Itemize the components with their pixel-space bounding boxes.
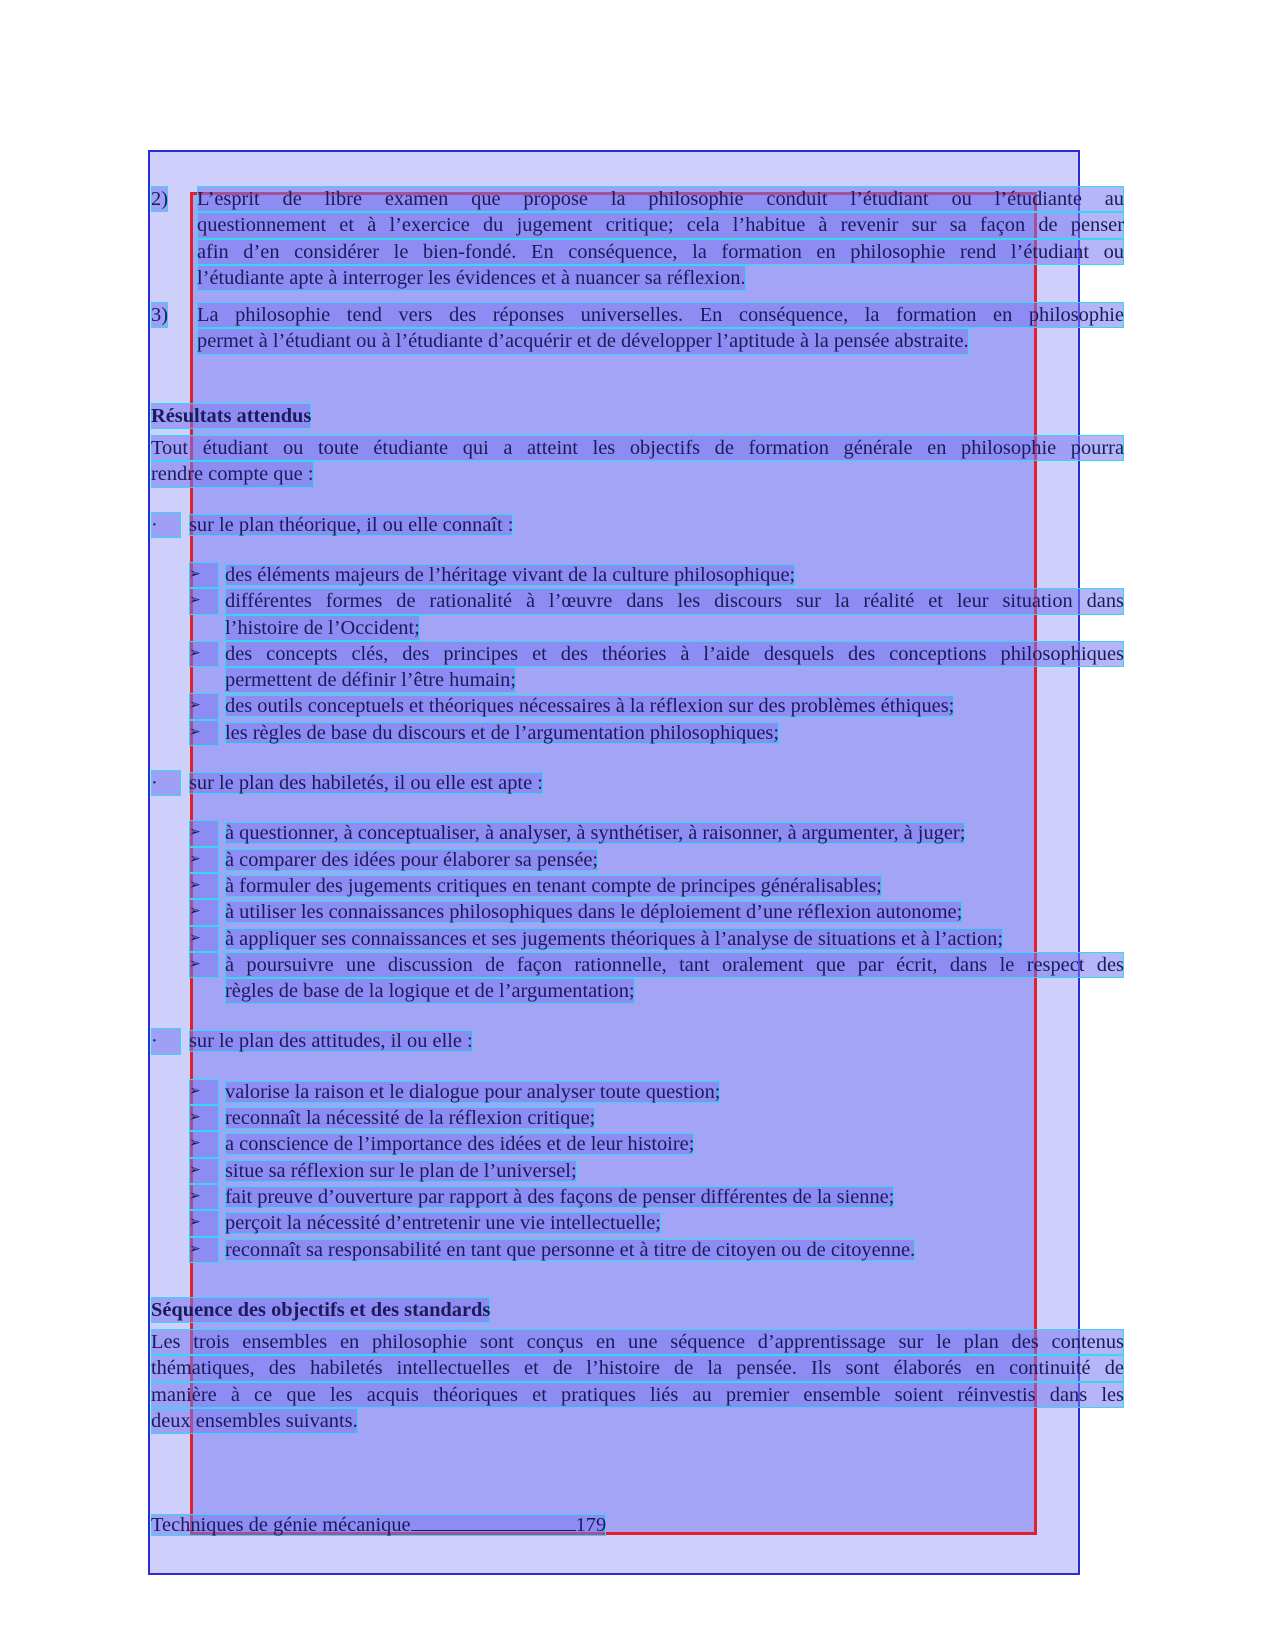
paragraph-line: rendre compte que : xyxy=(151,461,314,487)
footer-program-name: Techniques de génie mécanique xyxy=(151,1514,411,1536)
sub-bullet-item xyxy=(151,1237,1124,1263)
sub-bullet-item xyxy=(151,1184,1124,1210)
sub-bullet-text: à poursuivre une discussion de façon rationnelle, tant oralement que par écrit, dans le respect des xyxy=(225,952,1124,978)
sub-bullet-item xyxy=(151,1105,1124,1131)
bullet-group-attitudes xyxy=(151,1028,1124,1054)
paragraph-line: permet à l’étudiant ou à l’étudiante d’acquérir et de développer l’aptitude à la pensée abstraite. xyxy=(197,328,969,354)
paragraph-line: Tout étudiant ou toute étudiante qui a atteint les objectifs de formation générale en philosophie pourra xyxy=(151,435,1124,461)
sub-bullet-text: règles de base de la logique et de l’argumentation; xyxy=(225,978,635,1004)
bullet-marker: · xyxy=(151,512,181,538)
sub-bullet-item xyxy=(151,899,1124,925)
bullet-label: sur le plan des attitudes, il ou elle : xyxy=(189,1030,473,1053)
arrow-bullet-icon: ➢ xyxy=(189,873,219,899)
sub-bullet-text: des concepts clés, des principes et des théories à l’aide desquels des conceptions philosophiques xyxy=(225,641,1124,667)
arrow-bullet-icon: ➢ xyxy=(189,1105,219,1131)
sub-bullet-item xyxy=(151,562,1124,588)
arrow-bullet-icon: ➢ xyxy=(189,952,219,978)
sub-bullet-item xyxy=(151,1158,1124,1184)
section-heading-sequence: Séquence des objectifs et des standards xyxy=(151,1297,490,1323)
sub-bullet-item xyxy=(151,1210,1124,1236)
arrow-bullet-icon: ➢ xyxy=(189,693,219,719)
sub-bullet-text: à utiliser les connaissances philosophiques dans le déploiement d’une réflexion autonome; xyxy=(225,901,963,924)
bullet-group-theory xyxy=(151,512,1124,538)
bullet-group-skills xyxy=(151,770,1124,796)
sub-bullet-item xyxy=(151,588,1124,641)
footer-page-number: 179 xyxy=(575,1514,607,1536)
arrow-bullet-icon: ➢ xyxy=(189,1237,219,1263)
arrow-bullet-icon: ➢ xyxy=(189,1210,219,1236)
paragraph-line: Les trois ensembles en philosophie sont conçus en une séquence d’apprentissage sur le plan des contenus xyxy=(151,1329,1124,1355)
paragraph-line: l’étudiante apte à interroger les évidences et à nuancer sa réflexion. xyxy=(197,265,746,291)
arrow-bullet-icon: ➢ xyxy=(189,588,219,614)
sub-bullet-text: situe sa réflexion sur le plan de l’universel; xyxy=(225,1159,577,1182)
results-intro xyxy=(151,435,1124,488)
arrow-bullet-icon: ➢ xyxy=(189,720,219,746)
paragraph-line: deux ensembles suivants. xyxy=(151,1408,358,1434)
paragraph-line: questionnement et à l’exercice du jugement critique; cela l’habitue à revenir sur sa façon de penser xyxy=(197,212,1124,238)
paragraph-line: afin d’en considérer le bien-fondé. En conséquence, la formation en philosophie rend l’étudiant ou xyxy=(197,239,1124,265)
sub-bullet-text: à formuler des jugements critiques en tenant compte de principes généralisables; xyxy=(225,874,882,897)
numbered-paragraph xyxy=(151,302,1124,355)
sub-bullet-item xyxy=(151,873,1124,899)
sub-bullet-item xyxy=(151,847,1124,873)
sub-bullet-item xyxy=(151,926,1124,952)
sub-bullet-text: différentes formes de rationalité à l’œuvre dans les discours sur la réalité et leur situation dans xyxy=(225,588,1124,614)
bullet-marker: · xyxy=(151,1028,181,1054)
bullet-marker: · xyxy=(151,770,181,796)
sub-bullet-item xyxy=(151,720,1124,746)
sub-bullet-text: perçoit la nécessité d’entretenir une vie intellectuelle; xyxy=(225,1212,661,1235)
paragraph-number: 3) xyxy=(151,302,168,328)
paragraph-line: thématiques, des habiletés intellectuelles et de l’histoire de la pensée. Ils sont élaborés en continuité de xyxy=(151,1355,1124,1381)
sub-bullet-text: permettent de définir l’être humain; xyxy=(225,667,516,693)
bullet-label: sur le plan théorique, il ou elle connaît : xyxy=(189,513,514,536)
sub-bullet-text: fait preuve d’ouverture par rapport à des façons de penser différentes de la sienne; xyxy=(225,1185,895,1208)
arrow-bullet-icon: ➢ xyxy=(189,1158,219,1184)
page-footer xyxy=(151,1514,606,1536)
sub-bullet-text: reconnaît sa responsabilité en tant que personne et à titre de citoyen ou de citoyenne. xyxy=(225,1238,916,1261)
arrow-bullet-icon: ➢ xyxy=(189,820,219,846)
arrow-bullet-icon: ➢ xyxy=(189,926,219,952)
footer-rule xyxy=(411,1516,576,1531)
sub-bullet-text: valorise la raison et le dialogue pour analyser toute question; xyxy=(225,1080,721,1103)
sub-bullet-item xyxy=(151,1131,1124,1157)
sub-bullet-text: à comparer des idées pour élaborer sa pensée; xyxy=(225,848,599,871)
arrow-bullet-icon: ➢ xyxy=(189,899,219,925)
arrow-bullet-icon: ➢ xyxy=(189,562,219,588)
arrow-bullet-icon: ➢ xyxy=(189,1184,219,1210)
sub-bullet-text: des éléments majeurs de l’héritage vivant de la culture philosophique; xyxy=(225,563,796,586)
paragraph-line: L’esprit de libre examen que propose la philosophie conduit l’étudiant ou l’étudiante au xyxy=(197,186,1124,212)
sequence-paragraph xyxy=(151,1329,1124,1434)
sub-bullet-item xyxy=(151,952,1124,1005)
arrow-bullet-icon: ➢ xyxy=(189,847,219,873)
sub-bullet-item xyxy=(151,820,1124,846)
sub-bullet-text: à questionner, à conceptualiser, à analyser, à synthétiser, à raisonner, à argumenter, à juger; xyxy=(225,822,966,845)
sub-bullet-item xyxy=(151,693,1124,719)
numbered-paragraph xyxy=(151,186,1124,291)
sub-bullet-text: les règles de base du discours et de l’argumentation philosophiques; xyxy=(225,721,780,744)
arrow-bullet-icon: ➢ xyxy=(189,1079,219,1105)
sub-bullet-item xyxy=(151,641,1124,694)
bullet-label: sur le plan des habiletés, il ou elle est apte : xyxy=(189,772,543,795)
paragraph-line: La philosophie tend vers des réponses universelles. En conséquence, la formation en philosophie xyxy=(197,302,1124,328)
sub-bullet-text: a conscience de l’importance des idées et de leur histoire; xyxy=(225,1133,695,1156)
sub-bullet-text: à appliquer ses connaissances et ses jugements théoriques à l’analyse de situations et à l’action; xyxy=(225,927,1004,950)
sub-bullet-item xyxy=(151,1079,1124,1105)
arrow-bullet-icon: ➢ xyxy=(189,641,219,667)
arrow-bullet-icon: ➢ xyxy=(189,1131,219,1157)
sub-bullet-text: l’histoire de l’Occident; xyxy=(225,615,420,641)
paragraph-number: 2) xyxy=(151,186,168,212)
document-body xyxy=(151,186,1124,1434)
sub-bullet-text: des outils conceptuels et théoriques nécessaires à la réflexion sur des problèmes éthiques; xyxy=(225,695,955,718)
paragraph-line: manière à ce que les acquis théoriques et pratiques liés au premier ensemble soient réinvestis dans les xyxy=(151,1382,1124,1408)
section-heading-results: Résultats attendus xyxy=(151,403,311,429)
sub-bullet-text: reconnaît la nécessité de la réflexion critique; xyxy=(225,1107,596,1130)
